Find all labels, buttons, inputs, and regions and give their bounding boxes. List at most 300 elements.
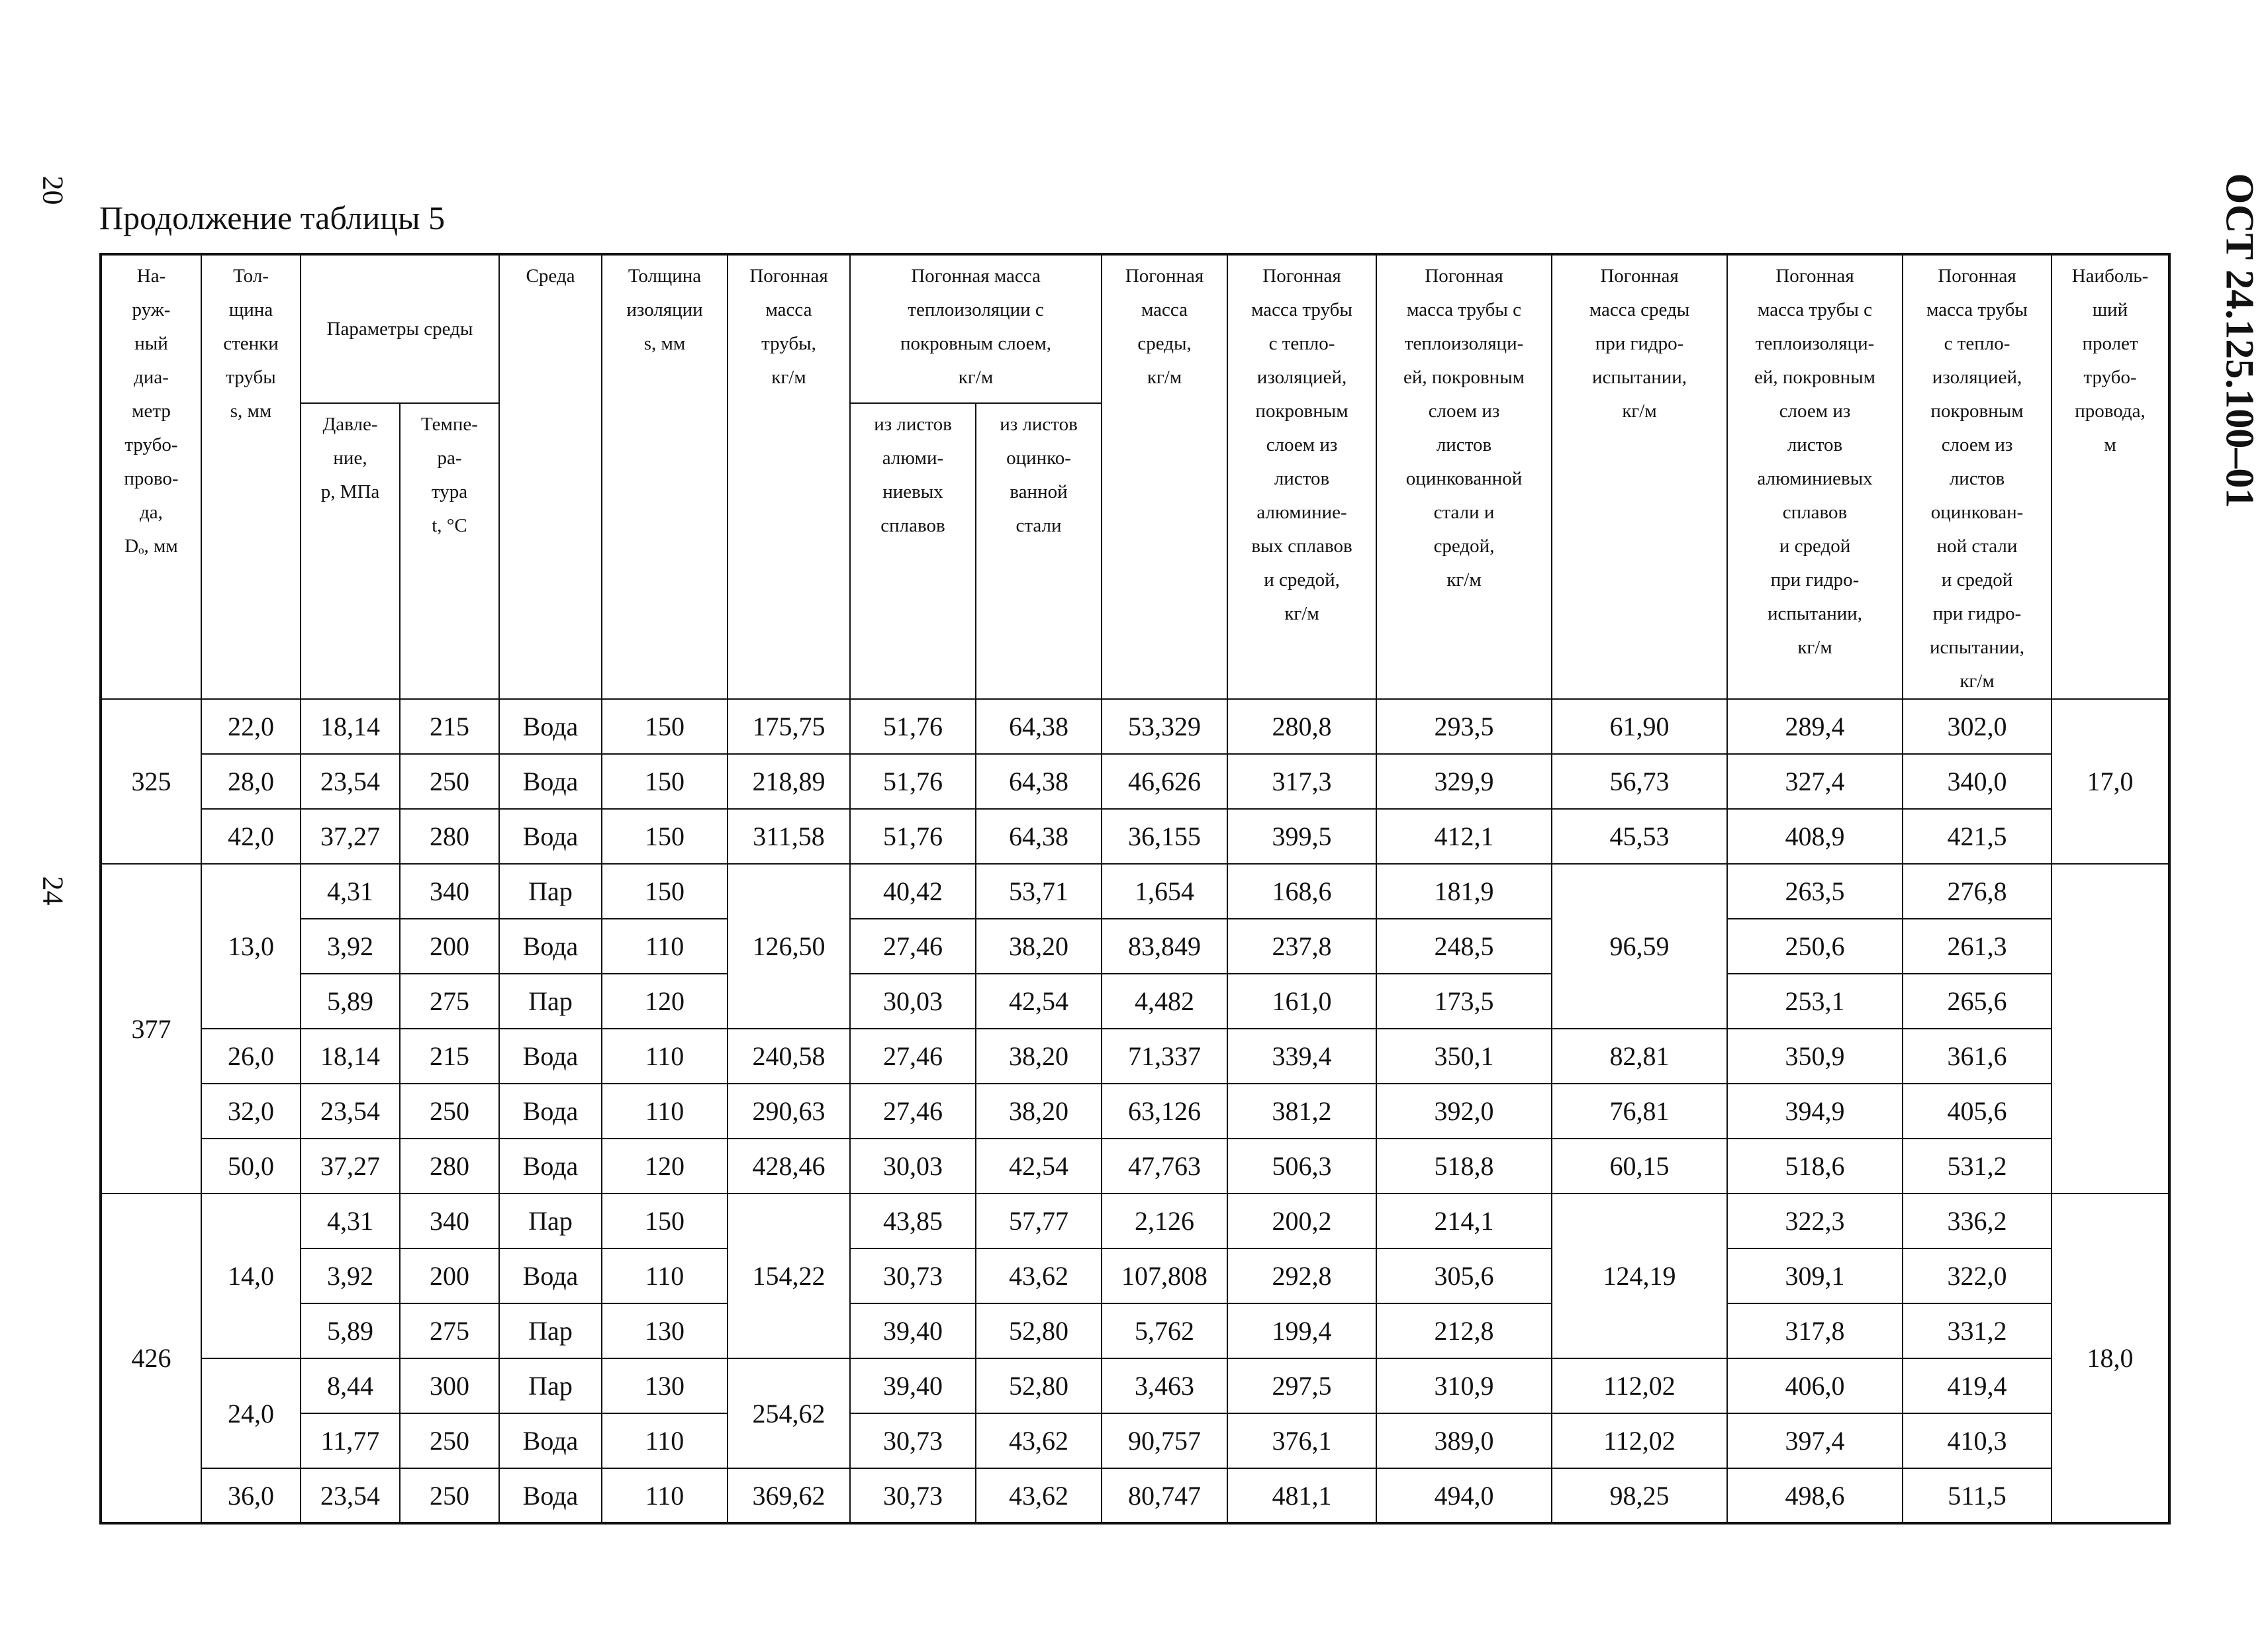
cell-mass-zn-with-medium: 293,5	[1376, 699, 1552, 754]
header-line: кг/м	[771, 367, 806, 388]
header-line: Погонная	[749, 265, 828, 287]
cell-mass-al-hydro: 309,1	[1727, 1248, 1903, 1303]
cell-wall-thickness: 14,0	[201, 1194, 301, 1358]
cell-mass-zn-with-medium: 412,1	[1376, 809, 1552, 864]
cell-mass-zn-with-medium: 248,5	[1376, 919, 1552, 974]
cell-mass-al-hydro: 518,6	[1727, 1139, 1903, 1194]
header-line: На-	[136, 265, 166, 287]
header-line: и средой	[1779, 536, 1851, 557]
cell-temperature: 280	[400, 1139, 499, 1194]
header-line: трубо-	[2083, 367, 2137, 388]
cell-insulation-thickness: 150	[602, 1194, 728, 1248]
cell-outer-diameter: 377	[101, 864, 201, 1194]
table-caption: Продолжение таблицы 5	[99, 199, 446, 236]
cell-insulation-thickness: 120	[602, 974, 728, 1029]
cell-mass-zn-with-medium: 392,0	[1376, 1084, 1552, 1139]
header-line: вых сплавов	[1251, 536, 1352, 557]
cell-pipe-mass: 254,62	[728, 1358, 850, 1468]
header-line: масса	[1141, 299, 1188, 320]
header-line: Погонная	[1262, 265, 1341, 287]
table-row	[101, 1029, 2169, 1084]
header-line: кг/м	[958, 367, 994, 388]
header-line: трубы	[226, 367, 276, 388]
cell-temperature: 250	[400, 1468, 499, 1523]
document-code: ОСТ 24.125.100–01	[2218, 173, 2262, 508]
cell-mass-zn-with-medium: 214,1	[1376, 1194, 1552, 1248]
cell-mass-al-with-medium: 339,4	[1227, 1029, 1376, 1084]
cell-insulation-mass-zn: 38,20	[976, 1029, 1102, 1084]
cell-medium: Вода	[499, 919, 602, 974]
header-line: при гидро-	[1932, 603, 2022, 624]
header-line: s, мм	[643, 333, 686, 354]
header-line: да,	[140, 502, 163, 523]
cell-mass-zn-with-medium: 518,8	[1376, 1139, 1552, 1194]
cell-mass-al-with-medium: 481,1	[1227, 1468, 1376, 1523]
header-line: масса трубы с	[1407, 299, 1521, 320]
cell-temperature: 250	[400, 754, 499, 809]
cell-mass-zn-with-medium: 329,9	[1376, 754, 1552, 809]
cell-max-span: 17,0	[2052, 699, 2169, 864]
header-insulation-thickness	[602, 254, 728, 699]
cell-pipe-mass: 290,63	[728, 1084, 850, 1139]
cell-mass-zn-hydro: 405,6	[1903, 1084, 2052, 1139]
cell-insulation-mass-zn: 43,62	[976, 1468, 1102, 1523]
header-line: м	[2104, 434, 2116, 455]
cell-wall-thickness: 24,0	[201, 1358, 301, 1468]
cell-pipe-mass: 154,22	[728, 1194, 850, 1358]
cell-medium-mass: 46,626	[1102, 754, 1227, 809]
header-line: Темпе-	[421, 414, 478, 436]
cell-pipe-mass: 369,62	[728, 1468, 850, 1523]
header-line: покровным слоем,	[900, 333, 1052, 354]
header-line: оцинко-	[1006, 447, 1071, 469]
cell-mass-al-hydro: 350,9	[1727, 1029, 1903, 1084]
header-medium	[499, 254, 602, 699]
cell-pipe-mass: 428,46	[728, 1139, 850, 1194]
header-line: ей, покровным	[1754, 367, 1876, 388]
cell-medium-mass: 63,126	[1102, 1084, 1227, 1139]
header-line: и средой	[1941, 569, 2013, 590]
cell-temperature: 275	[400, 974, 499, 1029]
cell-pressure: 23,54	[301, 1468, 400, 1523]
header-line: ший	[2092, 299, 2128, 320]
header-line: изоляцией,	[1932, 367, 2022, 388]
cell-insulation-mass-zn: 52,80	[976, 1303, 1102, 1358]
header-wall-thickness	[201, 254, 301, 699]
cell-mass-al-hydro: 317,8	[1727, 1303, 1903, 1358]
header-line: щина	[228, 299, 273, 320]
cell-insulation-mass-zn: 52,80	[976, 1358, 1102, 1413]
cell-medium-mass-hydro: 98,25	[1552, 1468, 1727, 1523]
cell-medium-mass: 3,463	[1102, 1358, 1227, 1413]
cell-insulation-mass-al: 39,40	[850, 1303, 976, 1358]
header-line: кг/м	[1147, 367, 1182, 388]
cell-mass-al-hydro: 498,6	[1727, 1468, 1903, 1523]
cell-insulation-thickness: 150	[602, 699, 728, 754]
cell-insulation-mass-al: 30,73	[850, 1468, 976, 1523]
cell-pressure: 3,92	[301, 919, 400, 974]
cell-mass-zn-hydro: 331,2	[1903, 1303, 2052, 1358]
cell-mass-zn-with-medium: 212,8	[1376, 1303, 1552, 1358]
cell-mass-zn-hydro: 419,4	[1903, 1358, 2052, 1413]
header-line: тура	[431, 481, 468, 503]
cell-insulation-mass-al: 30,73	[850, 1248, 976, 1303]
header-line: кг/м	[1797, 637, 1832, 658]
cell-insulation-mass-zn: 64,38	[976, 809, 1102, 864]
cell-pressure: 5,89	[301, 974, 400, 1029]
cell-medium: Вода	[499, 1248, 602, 1303]
cell-mass-al-with-medium: 280,8	[1227, 699, 1376, 754]
cell-pipe-mass: 218,89	[728, 754, 850, 809]
cell-insulation-mass-zn: 43,62	[976, 1413, 1102, 1468]
cell-insulation-thickness: 110	[602, 919, 728, 974]
header-line: Тол-	[233, 265, 269, 287]
cell-mass-al-with-medium: 161,0	[1227, 974, 1376, 1029]
cell-mass-al-hydro: 289,4	[1727, 699, 1903, 754]
header-medium-mass	[1102, 254, 1227, 699]
cell-wall-thickness: 42,0	[201, 809, 301, 864]
header-line: алюми-	[882, 447, 944, 469]
cell-pressure: 4,31	[301, 1194, 400, 1248]
header-line: Толщина	[628, 265, 702, 287]
header-line: Погонная	[1938, 265, 2016, 287]
header-line: с тепло-	[1268, 333, 1335, 354]
table-row	[101, 1139, 2169, 1194]
cell-wall-thickness: 22,0	[201, 699, 301, 754]
cell-medium-mass: 47,763	[1102, 1139, 1227, 1194]
header-line: Погонная	[1600, 265, 1679, 287]
cell-pressure: 11,77	[301, 1413, 400, 1468]
cell-pressure: 23,54	[301, 754, 400, 809]
header-line: кг/м	[1284, 603, 1319, 624]
cell-medium: Пар	[499, 974, 602, 1029]
table-row	[101, 1303, 2169, 1358]
header-line: Давле-	[322, 414, 378, 436]
header-line: слоем из	[1266, 434, 1338, 455]
cell-mass-zn-hydro: 261,3	[1903, 919, 2052, 974]
cell-mass-zn-with-medium: 350,1	[1376, 1029, 1552, 1084]
cell-insulation-thickness: 110	[602, 1084, 728, 1139]
table-row	[101, 699, 2169, 754]
cell-medium: Вода	[499, 1413, 602, 1468]
cell-mass-al-hydro: 263,5	[1727, 864, 1903, 919]
cell-mass-al-hydro: 408,9	[1727, 809, 1903, 864]
cell-temperature: 200	[400, 1248, 499, 1303]
header-line: t, °C	[432, 515, 467, 537]
header-line: ниевых	[882, 481, 943, 503]
cell-mass-al-with-medium: 199,4	[1227, 1303, 1376, 1358]
header-line: стали	[1016, 515, 1062, 537]
header-line: ванной	[1010, 481, 1068, 503]
cell-medium: Пар	[499, 1358, 602, 1413]
header-line: слоем из	[1941, 434, 2013, 455]
cell-medium-mass: 83,849	[1102, 919, 1227, 974]
cell-mass-al-hydro: 322,3	[1727, 1194, 1903, 1248]
cell-temperature: 200	[400, 919, 499, 974]
header-line: стенки	[223, 333, 279, 354]
cell-insulation-mass-zn: 57,77	[976, 1194, 1102, 1248]
header-line: изоляции	[626, 299, 703, 320]
header-outer-diameter	[101, 254, 201, 699]
cell-medium-mass-hydro: 61,90	[1552, 699, 1727, 754]
cell-pressure: 37,27	[301, 1139, 400, 1194]
cell-mass-zn-hydro: 421,5	[1903, 809, 2052, 864]
cell-mass-al-with-medium: 317,3	[1227, 754, 1376, 809]
table-row	[101, 809, 2169, 864]
header-line: масса трубы с	[1758, 299, 1872, 320]
header-line: сплавов	[1782, 502, 1848, 523]
cell-insulation-mass-zn: 42,54	[976, 974, 1102, 1029]
cell-medium-mass: 1,654	[1102, 864, 1227, 919]
cell-mass-zn-hydro: 531,2	[1903, 1139, 2052, 1194]
cell-insulation-thickness: 130	[602, 1303, 728, 1358]
cell-pipe-mass: 311,58	[728, 809, 850, 864]
header-line: с тепло-	[1944, 333, 2010, 354]
table-row	[101, 1248, 2169, 1303]
cell-mass-zn-with-medium: 305,6	[1376, 1248, 1552, 1303]
cell-medium: Пар	[499, 1303, 602, 1358]
cell-pressure: 3,92	[301, 1248, 400, 1303]
cell-mass-al-hydro: 253,1	[1727, 974, 1903, 1029]
cell-mass-al-hydro: 397,4	[1727, 1413, 1903, 1468]
cell-insulation-mass-zn: 53,71	[976, 864, 1102, 919]
header-line: стали и	[1433, 502, 1495, 523]
table-row	[101, 974, 2169, 1029]
cell-mass-zn-hydro: 302,0	[1903, 699, 2052, 754]
cell-insulation-thickness: 110	[602, 1413, 728, 1468]
header-line: Погонная	[1125, 265, 1204, 287]
header-insulation-mass	[850, 254, 1102, 403]
cell-wall-thickness: 28,0	[201, 754, 301, 809]
cell-mass-zn-hydro: 511,5	[1903, 1468, 2052, 1523]
header-line: алюминиевых	[1757, 468, 1873, 489]
cell-insulation-mass-al: 27,46	[850, 919, 976, 974]
cell-insulation-mass-al: 39,40	[850, 1358, 976, 1413]
cell-medium-mass: 53,329	[1102, 699, 1227, 754]
header-line: метр	[132, 400, 171, 422]
cell-mass-zn-with-medium: 181,9	[1376, 864, 1552, 919]
header-line: масса	[765, 299, 812, 320]
cell-medium-mass-hydro: 112,02	[1552, 1413, 1727, 1468]
cell-mass-zn-hydro: 276,8	[1903, 864, 2052, 919]
header-line: среды,	[1137, 333, 1192, 354]
cell-mass-al-with-medium: 292,8	[1227, 1248, 1376, 1303]
cell-mass-al-hydro: 327,4	[1727, 754, 1903, 809]
cell-mass-zn-hydro: 322,0	[1903, 1248, 2052, 1303]
table-row	[101, 1084, 2169, 1139]
cell-medium: Вода	[499, 1084, 602, 1139]
cell-medium: Пар	[499, 1194, 602, 1248]
header-line: из листов	[874, 414, 952, 436]
table-row	[101, 919, 2169, 974]
cell-insulation-mass-al: 40,42	[850, 864, 976, 919]
header-line: листов	[1274, 468, 1330, 489]
cell-mass-zn-with-medium: 310,9	[1376, 1358, 1552, 1413]
table-row	[101, 1194, 2169, 1248]
cell-wall-thickness: 32,0	[201, 1084, 301, 1139]
cell-insulation-thickness: 110	[602, 1248, 728, 1303]
header-line: оцинкованной	[1405, 468, 1523, 489]
cell-insulation-mass-al: 43,85	[850, 1194, 976, 1248]
cell-temperature: 215	[400, 1029, 499, 1084]
cell-medium: Вода	[499, 809, 602, 864]
page-number-side: 24	[36, 876, 70, 906]
cell-mass-zn-hydro: 410,3	[1903, 1413, 2052, 1468]
cell-mass-al-with-medium: 297,5	[1227, 1358, 1376, 1413]
cell-mass-zn-with-medium: 389,0	[1376, 1413, 1552, 1468]
cell-mass-al-with-medium: 200,2	[1227, 1194, 1376, 1248]
header-line: руж-	[132, 299, 171, 320]
header-line: алюминие-	[1256, 502, 1347, 523]
header-mass-al-with-medium	[1227, 254, 1376, 699]
cell-medium: Пар	[499, 864, 602, 919]
cell-temperature: 300	[400, 1358, 499, 1413]
cell-insulation-thickness: 150	[602, 864, 728, 919]
header-pressure	[301, 403, 400, 699]
cell-insulation-mass-al: 51,76	[850, 809, 976, 864]
cell-medium: Вода	[499, 1029, 602, 1084]
cell-medium-mass: 107,808	[1102, 1248, 1227, 1303]
cell-pressure: 5,89	[301, 1303, 400, 1358]
cell-temperature: 215	[400, 699, 499, 754]
cell-pipe-mass: 175,75	[728, 699, 850, 754]
cell-insulation-mass-zn: 38,20	[976, 1084, 1102, 1139]
header-medium-mass-hydro	[1552, 254, 1727, 699]
cell-temperature: 275	[400, 1303, 499, 1358]
header-line: масса среды	[1589, 299, 1690, 320]
cell-wall-thickness: 50,0	[201, 1139, 301, 1194]
cell-pressure: 18,14	[301, 699, 400, 754]
cell-pressure: 23,54	[301, 1084, 400, 1139]
header-line: ние,	[333, 447, 367, 469]
table-row	[101, 754, 2169, 809]
cell-insulation-thickness: 110	[602, 1468, 728, 1523]
header-mass-zn-with-medium	[1376, 254, 1552, 699]
header-aluminium-sheets	[850, 403, 976, 699]
cell-pipe-mass: 240,58	[728, 1029, 850, 1084]
header-line: Параметры среды	[326, 318, 473, 340]
cell-mass-al-with-medium: 506,3	[1227, 1139, 1376, 1194]
header-line: слоем из	[1428, 400, 1500, 422]
header-mass-al-hydro	[1727, 254, 1903, 699]
cell-medium-mass: 90,757	[1102, 1413, 1227, 1468]
cell-medium-mass: 2,126	[1102, 1194, 1227, 1248]
header-line: Наиболь-	[2071, 265, 2149, 287]
header-line: диа-	[134, 367, 169, 388]
header-line: листов	[1949, 468, 2005, 489]
header-line: теплоизоляци-	[1755, 333, 1875, 354]
header-line: слоем из	[1779, 400, 1851, 422]
cell-wall-thickness: 13,0	[201, 864, 301, 1029]
cell-max-span: 18,0	[2052, 1194, 2169, 1523]
cell-pressure: 37,27	[301, 809, 400, 864]
cell-insulation-thickness: 150	[602, 809, 728, 864]
header-line: s, мм	[230, 400, 272, 422]
header-line: масса трубы	[1926, 299, 2028, 320]
cell-temperature: 250	[400, 1413, 499, 1468]
cell-insulation-mass-al: 30,73	[850, 1413, 976, 1468]
cell-mass-al-with-medium: 168,6	[1227, 864, 1376, 919]
cell-pressure: 4,31	[301, 864, 400, 919]
cell-medium-mass-hydro: 45,53	[1552, 809, 1727, 864]
header-line: ей, покровным	[1403, 367, 1525, 388]
cell-mass-zn-hydro: 361,6	[1903, 1029, 2052, 1084]
cell-insulation-thickness: 120	[602, 1139, 728, 1194]
header-line: Погонная	[1425, 265, 1503, 287]
header-line: теплоизоляции с	[908, 299, 1044, 320]
cell-mass-al-with-medium: 381,2	[1227, 1084, 1376, 1139]
cell-mass-al-with-medium: 399,5	[1227, 809, 1376, 864]
cell-temperature: 280	[400, 809, 499, 864]
cell-pipe-mass: 126,50	[728, 864, 850, 1029]
cell-medium-mass: 80,747	[1102, 1468, 1227, 1523]
header-line: и средой,	[1264, 569, 1340, 590]
header-line: при гидро-	[1595, 333, 1684, 354]
pipe-mass-table	[99, 253, 2171, 1525]
cell-temperature: 340	[400, 864, 499, 919]
cell-insulation-mass-al: 27,46	[850, 1084, 976, 1139]
header-line: Погонная масса	[911, 265, 1041, 287]
header-line: Среда	[526, 265, 575, 287]
header-line: средой,	[1433, 536, 1495, 557]
cell-insulation-mass-zn: 42,54	[976, 1139, 1102, 1194]
header-line: трубо-	[124, 434, 178, 455]
cell-mass-al-with-medium: 237,8	[1227, 919, 1376, 974]
header-line: кг/м	[1446, 569, 1482, 590]
cell-medium-mass: 36,155	[1102, 809, 1227, 864]
header-line: из листов	[1000, 414, 1078, 436]
cell-temperature: 340	[400, 1194, 499, 1248]
cell-medium-mass-hydro: 82,81	[1552, 1029, 1727, 1084]
cell-mass-al-hydro: 406,0	[1727, 1358, 1903, 1413]
header-env-params	[301, 254, 499, 403]
header-line: при гидро-	[1770, 569, 1860, 590]
cell-mass-zn-hydro: 340,0	[1903, 754, 2052, 809]
cell-medium-mass-hydro: 76,81	[1552, 1084, 1727, 1139]
cell-insulation-mass-zn: 38,20	[976, 919, 1102, 974]
header-line: трубы,	[761, 333, 816, 354]
cell-medium-mass-hydro: 56,73	[1552, 754, 1727, 809]
cell-insulation-mass-zn: 64,38	[976, 699, 1102, 754]
cell-mass-al-with-medium: 376,1	[1227, 1413, 1376, 1468]
cell-medium-mass: 5,762	[1102, 1303, 1227, 1358]
cell-outer-diameter: 426	[101, 1194, 201, 1523]
cell-medium-mass-hydro: 124,19	[1552, 1194, 1727, 1358]
header-pipe-mass	[728, 254, 850, 699]
cell-medium-mass: 4,482	[1102, 974, 1227, 1029]
cell-medium-mass-hydro: 60,15	[1552, 1139, 1727, 1194]
page-number-top: 20	[36, 175, 70, 205]
cell-medium-mass-hydro: 96,59	[1552, 864, 1727, 1029]
header-line: листов	[1787, 434, 1843, 455]
cell-mass-zn-hydro: 265,6	[1903, 974, 2052, 1029]
table-row	[101, 1358, 2169, 1413]
cell-medium: Вода	[499, 699, 602, 754]
cell-medium-mass: 71,337	[1102, 1029, 1227, 1084]
cell-insulation-mass-al: 51,76	[850, 754, 976, 809]
header-galvanized-sheets	[976, 403, 1102, 699]
cell-mass-al-hydro: 394,9	[1727, 1084, 1903, 1139]
cell-insulation-mass-al: 27,46	[850, 1029, 976, 1084]
cell-insulation-mass-zn: 43,62	[976, 1248, 1102, 1303]
cell-insulation-thickness: 130	[602, 1358, 728, 1413]
cell-pressure: 8,44	[301, 1358, 400, 1413]
cell-outer-diameter: 325	[101, 699, 201, 864]
header-line: листов	[1436, 434, 1492, 455]
header-line: испытании,	[1591, 367, 1687, 388]
cell-mass-zn-with-medium: 173,5	[1376, 974, 1552, 1029]
cell-medium-mass-hydro: 112,02	[1552, 1358, 1727, 1413]
